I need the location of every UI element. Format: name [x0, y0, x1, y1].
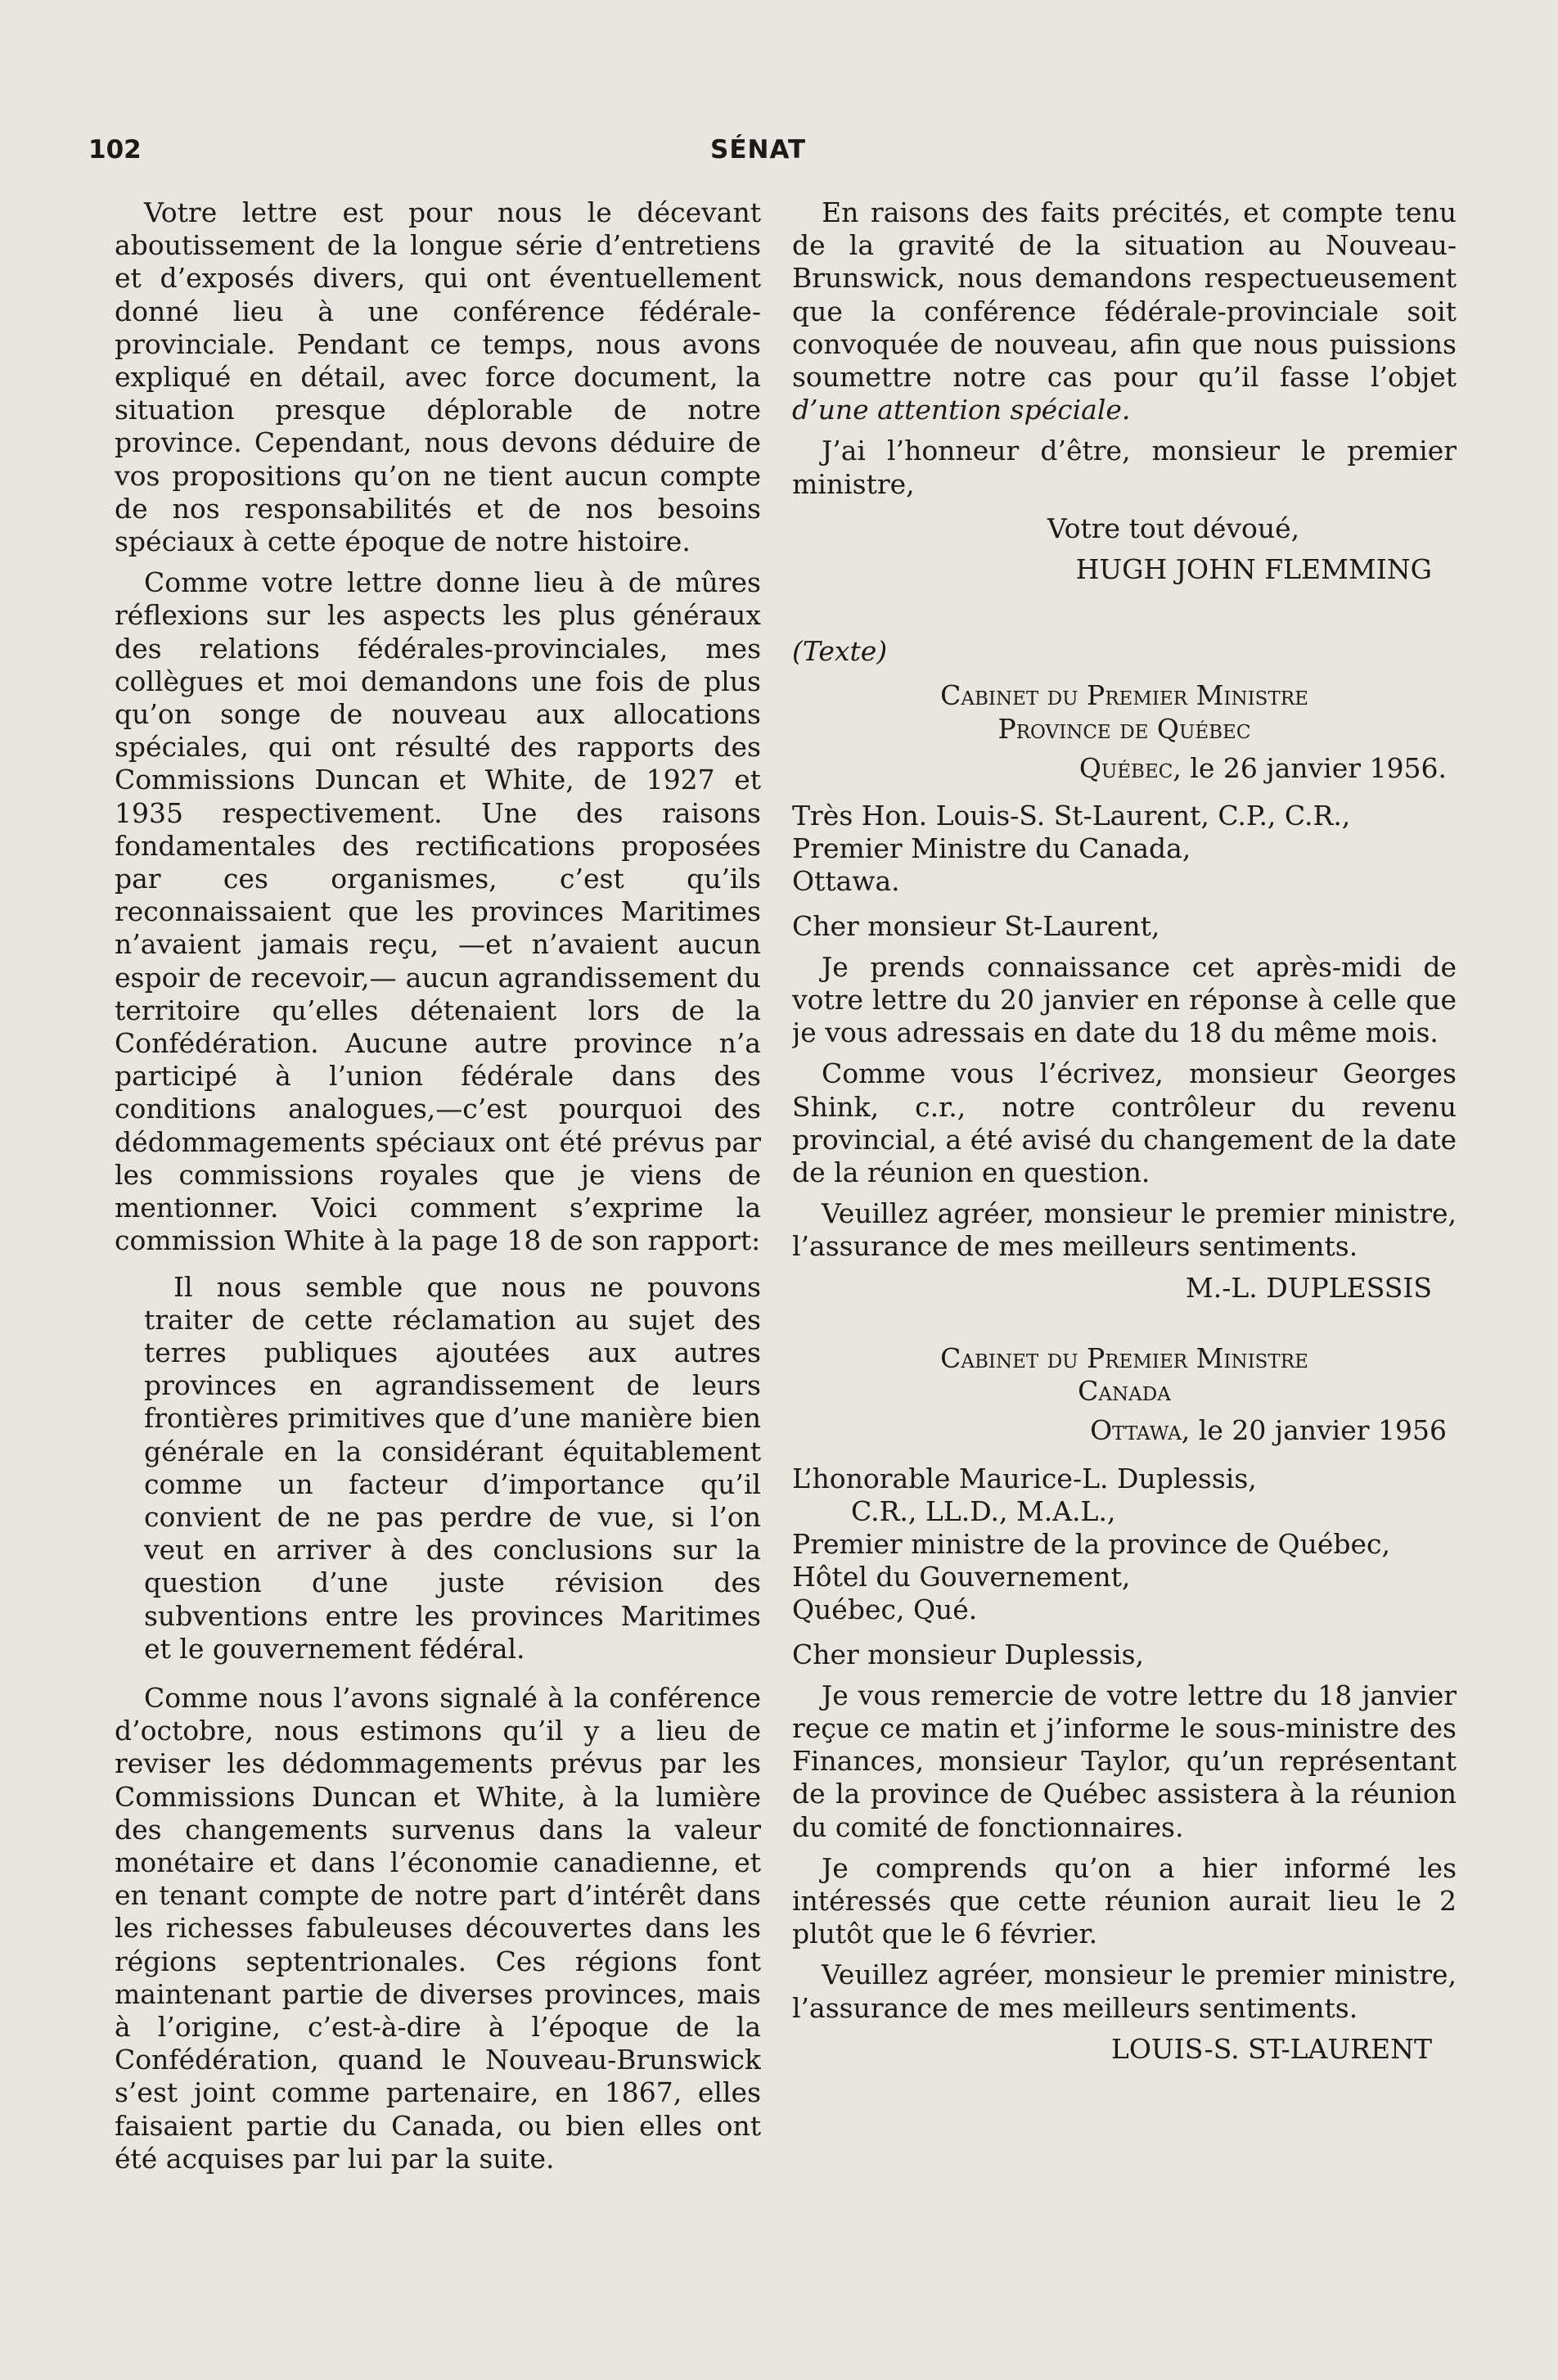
- letter2-paragraph-2: Comme vous l’écrivez, monsieur Georges Shink, c.r., notre contrôleur du revenu provincial, a été avisé du changement de la date de la réunion en question.: [792, 1057, 1457, 1189]
- letter3-address: [792, 1463, 1457, 1627]
- letter2-address-line-3: Ottawa.: [792, 865, 900, 898]
- right-paragraph-2: J’ai l’honneur d’être, monsieur le premier ministre,: [792, 435, 1457, 500]
- letter3-dateline: [792, 1414, 1457, 1447]
- page-number: 102: [88, 135, 142, 165]
- letter2-salutation: Cher monsieur St-Laurent,: [792, 909, 1160, 942]
- letter3-paragraph-1: Je vous remercie de votre lettre du 18 janvier reçue ce matin et j’informe le sous-ministre des Finances, monsieur Taylor, qu’un représentant de la province de Québec assistera à la réunion du comité de fonctionnaires.: [792, 1679, 1457, 1843]
- letter3-address-line-3: Premier ministre de la province de Québec,: [792, 1527, 1390, 1560]
- left-paragraph-3: Comme nous l’avons signalé à la conférence d’octobre, nous estimons qu’il y a lieu de reviser les dédommagements prévus par les Commissions Duncan et White, à la lumière des changements survenus dans la valeur monétaire et dans l’économie canadienne, et en tenant compte de notre part d’intérêt dans les richesses fabuleuses découvertes dans les régions septentrionales. Ces régions font maintenant partie de diverses provinces, mais à l’origine, c’est-à-dire à l’époque de la Confédération, quand le Nouveau-Brunswick s’est joint comme partenaire, en 1867, elles faisaient partie du Canada, ou bien elles ont été acquises par lui par la suite.: [115, 1681, 761, 2175]
- letter3-office-line2: Canada: [1078, 1375, 1171, 1408]
- left-paragraph-2: Comme votre lettre donne lieu à de mûres réflexions sur les aspects les plus généraux des relations fédérales-provinciales, mes collègues et moi demandons une fois de plus qu’on songe de nouveau aux allocations spéciales, qui ont résulté des rapports des Commissions Duncan et White, de 1927 et 1935 respectivement. Une des raisons fondamentales des rectifications proposées par ces organismes, c’est qu’ils reconnaissaient que les provinces Maritimes n’avaient jamais reçu, —et n’avaient aucun espoir de recevoir,— aucun agrandissement du territoire qu’elles détenaient lors de la Confédération. Aucune autre province n’a participé à l’union fédérale dans des conditions analogues,—c’est pourquoi des dédommagements spéciaux ont été prévus par les commissions royales que je viens de mentionner. Voici comment s’exprime la commission White à la page 18 de son rapport:: [115, 566, 761, 1257]
- letter2-address-line-1: Très Hon. Louis-S. St-Laurent, C.P., C.R.,: [792, 800, 1351, 832]
- letter2-date: le 26 janvier 1956.: [1181, 751, 1447, 784]
- right-paragraph-1: [792, 196, 1457, 426]
- right-paragraph-1-italic: d’une attention spéciale.: [792, 394, 1131, 426]
- letter3-salutation: Cher monsieur Duplessis,: [792, 1638, 1145, 1670]
- closing-1: Votre tout dévoué,: [1047, 512, 1300, 544]
- letter2-paragraph-3: Veuillez agréer, monsieur le premier ministre, l’assurance de mes meilleurs sentiments.: [792, 1197, 1457, 1263]
- letter3-place: Ottawa,: [1090, 1414, 1191, 1447]
- signature-duplessis: M.-L. DUPLESSIS: [1185, 1271, 1432, 1304]
- letter2-dateline: [792, 752, 1457, 785]
- letter2-office-line1: Cabinet du Premier Ministre: [940, 679, 1308, 712]
- letter3-address-line-1: L’honorable Maurice-L. Duplessis,: [792, 1462, 1257, 1494]
- signature-st-laurent: LOUIS-S. ST-LAURENT: [1110, 2032, 1432, 2065]
- commission-quote: Il nous semble que nous ne pouvons traiter de cette réclamation au sujet des terres publiques ajoutées aux autres provinces en agrandissement de leurs frontières primitives que d’une manière bien générale en la considérant équitablement comme un facteur d’importance qu’il convient de ne pas perdre de vue, si l’on veut en arriver à des conclusions sur la question d’une juste révision des subventions entre les provinces Maritimes et le gouvernement fédéral.: [144, 1270, 761, 1665]
- letter2-address-line-2: Premier Ministre du Canada,: [792, 832, 1191, 865]
- letter2-office-line2: Province de Québec: [997, 712, 1251, 745]
- left-paragraph-1: Votre lettre est pour nous le décevant aboutissement de la longue série d’entretiens et d’exposés divers, qui ont éventuellement donné lieu à une conférence fédérale-provinciale. Pendant ce temps, nous avons expliqué en détail, avec force document, la situation presque déplorable de notre province. Cependant, nous devons déduire de vos propositions qu’on ne tient aucun compte de nos responsabilités et de nos besoins spéciaux à cette époque de notre histoire.: [115, 196, 761, 558]
- letter3-address-line-4: Hôtel du Gouvernement,: [792, 1561, 1131, 1593]
- letter3-address-line-5: Québec, Qué.: [792, 1593, 978, 1626]
- right-column: [792, 196, 1457, 2210]
- texte-label: (Texte): [792, 635, 888, 668]
- letter2-place: Québec,: [1078, 751, 1182, 784]
- page-header: [0, 135, 1558, 176]
- right-paragraph-1-text: En raisons des faits précités, et compte tenu de la gravité de la situation au Nouveau-Brunswick, nous demandons respectueusement que la conférence fédérale-provinciale soit convoquée de nouveau, afin que nous puissions soumettre notre cas pour qu’il fasse l’objet: [792, 196, 1457, 394]
- letter3-paragraph-3: Veuillez agréer, monsieur le premier ministre, l’assurance de mes meilleurs sentiments.: [792, 1959, 1457, 2024]
- letter2-paragraph-1: Je prends connaissance cet après-midi de votre lettre du 20 janvier en réponse à celle que je vous adressais en date du 18 du même mois.: [792, 950, 1457, 1049]
- letter3-paragraph-2: Je comprends qu’on a hier informé les intéressés que cette réunion aurait lieu le 2 plutôt que le 6 février.: [792, 1851, 1457, 1950]
- letter3-office-line1: Cabinet du Premier Ministre: [940, 1341, 1308, 1374]
- signature-flemming: HUGH JOHN FLEMMING: [1075, 553, 1432, 586]
- left-column: [115, 196, 761, 2210]
- letter2-address: [792, 800, 1457, 899]
- letter3-address-line-2: C.R., LL.D., M.A.L.,: [851, 1494, 1116, 1527]
- running-title: SÉNAT: [710, 135, 807, 165]
- letter3-date: le 20 janvier 1956: [1190, 1414, 1447, 1447]
